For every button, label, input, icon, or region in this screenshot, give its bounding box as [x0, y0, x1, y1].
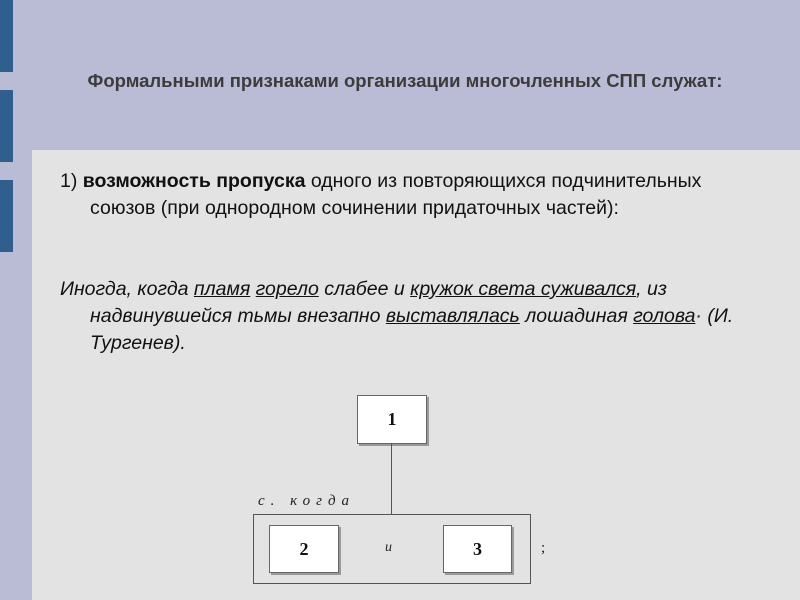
diagram-conjunction-label: с. когда — [258, 493, 356, 509]
diagram-semicolon: ; — [541, 540, 546, 556]
example-text: Иногда, когда — [60, 278, 194, 300]
example-text: лошадиная — [519, 305, 634, 327]
side-accent-bar — [0, 90, 13, 162]
example-predicate: выставлялась — [385, 305, 520, 327]
point-number: 1) — [60, 170, 78, 192]
diagram-box-clause-2: 2 — [269, 525, 339, 573]
example-subject: голова — [633, 305, 696, 327]
example-sentence — [60, 276, 750, 357]
example-subject: пламя — [193, 278, 251, 300]
point-1 — [60, 168, 750, 222]
diagram-connector-line — [391, 443, 392, 514]
side-accent-bar — [0, 0, 13, 72]
diagram-box-main-clause: 1 — [357, 395, 427, 444]
side-accent-bar — [0, 180, 13, 252]
example-text: слабее и — [318, 278, 411, 300]
example-predicate: горело — [255, 278, 319, 300]
example-text: , из надвинувшейся тьмы внезапно — [90, 278, 667, 327]
diagram-and-label: и — [385, 540, 392, 555]
slide-title: Формальными признаками организации многочленных СПП служат: — [87, 70, 723, 91]
example-text: · (И. Тургенев). — [90, 305, 734, 354]
point-bold-text: возможность пропуска — [82, 170, 306, 192]
point-text: одного из повторяющихся подчинительных союзов (при однородном сочинении придаточных частей): — [90, 170, 702, 219]
diagram-box-clause-3: 3 — [443, 525, 512, 573]
example-subject: кружок света суживался — [410, 278, 637, 300]
